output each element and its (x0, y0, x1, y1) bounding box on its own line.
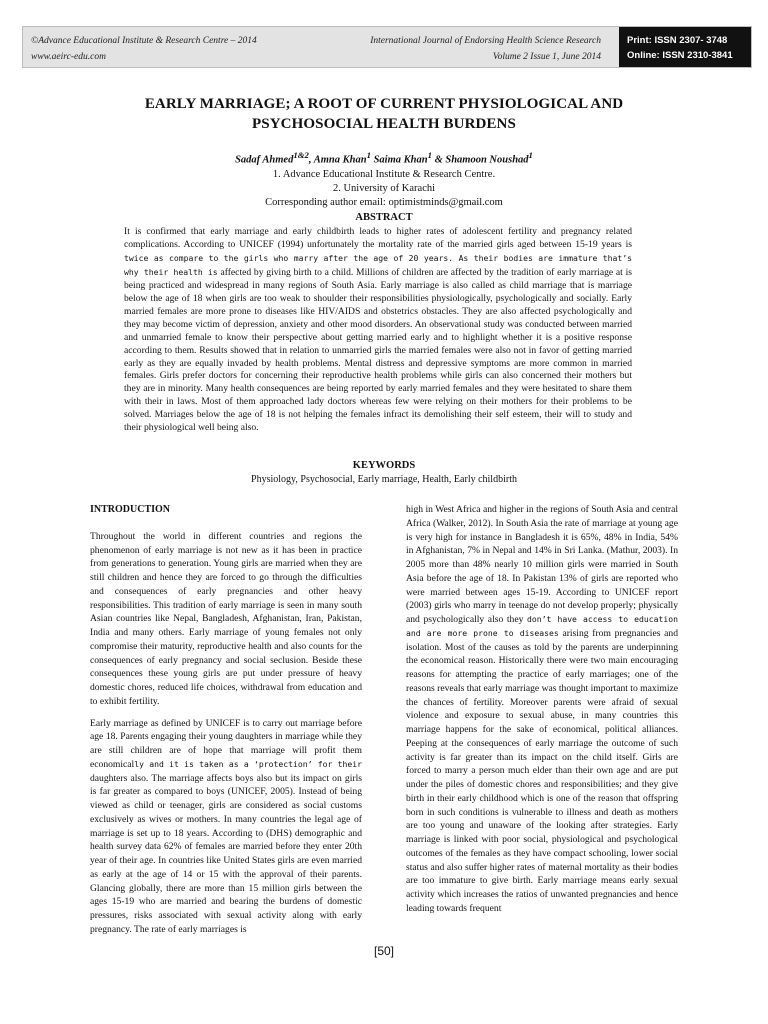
intro-right-column (406, 503, 678, 924)
author-3: Saima Khan (370, 154, 428, 166)
abstract-heading: ABSTRACT (355, 212, 413, 223)
author-3-sup: 1 (427, 150, 432, 160)
website-text: www.aeirc-edu.com (31, 52, 106, 62)
intro-paragraph-1: Throughout the world in different countries and regions the phenomenon of early marriage is not new as it has been in practice from generations to generation. Young girls are married when they are still children and hence they are forced to go through the difficulties and consequences of early pregnancies and other heavy responsibilities. This tradition of early marriage is seen in many south Asian countries like Nepal, Bangladesh, Afghanistan, Iran, Pakistan, India and many others. Early marriage of young females not only compromise their maturity, reproductive health and also counts for the consequences of early pregnancy and social seclusion. Beside these consequences these young girls are put under pressure of heavy domestic chores, reduced life choices, withdrawal from education and to exhibit fertility. (90, 530, 362, 707)
author-2-sup: 1 (366, 150, 371, 160)
corresponding-email: Corresponding author email: optimistminds@gmail.com (265, 196, 503, 208)
abstract-text-2: affected by giving birth to a child. Millions of children are affected by the tradition of early marriage at is being practiced and widespread in many regions of South Asia. Early marriage is also called as child marriage that is marriage below the age of 18 when girls are too weak to shoulder their responsibilities physiologically, psychologically and socially. Early married females are more prone to diseases like HIV/AIDS and obstetrics obstacles. They are also affected psychologically and they may become victim of depression, anxiety and other mood disorders. An observational study was conducted between married and unmarried female to know their perspective about getting married early and to highlight whether it is a positive response according to them. Results showed that in relation to unmarried girls the married females were also not in favor of getting married early as they are equally invaded by health problems. Mental distress and depressive symptoms are more common in married females. Girls prefer doctors for concerning their reproductive health problems while girls can also concerned their mothers but they are in minority. Many health consequences are being reported by early married females and they were hesitated to share them with their in laws. Most of them approached lady doctors whereas few were relying on their mothers for their problems to be solved. Marriages below the age of 18 is not helping the females infract its demolishing their self esteem, their will to study and their physiological well being also. (124, 266, 632, 434)
page-number: [50] (373, 944, 394, 958)
print-issn: Print: ISSN 2307- 3748 (627, 35, 728, 46)
intro-p2-mono: ly and it is taken as a ‘protection’ for their (134, 758, 362, 769)
intro-p2-text-a: Early marriage as defined by UNICEF is to carry out marriage before age 18. Parents engaging their young daughters in marriage while they are still children are of hope that marriage will profit them economical (90, 717, 362, 770)
title-line-2: PSYCHOSOCIAL HEALTH BURDENS (252, 116, 516, 132)
author-1: Sadaf Ahmed (235, 154, 294, 166)
author-4: & Shamoon Noushad (431, 154, 529, 166)
intro-right-mono: don’t have access to education and are more prone to diseases (406, 614, 679, 638)
header-left (31, 33, 257, 65)
keywords-heading: KEYWORDS (352, 460, 416, 471)
author-4-sup: 1 (528, 150, 533, 160)
intro-left-column (90, 503, 362, 945)
abstract-body (124, 226, 632, 435)
author-names (80, 148, 688, 168)
issn-box (619, 27, 751, 67)
volume-info: Volume 2 Issue 1, June 2014 (492, 52, 601, 62)
intro-right-paragraph (406, 503, 678, 916)
online-issn: Online: ISSN 2310-3841 (627, 50, 733, 61)
title-line-1: EARLY MARRIAGE; A ROOT OF CURRENT PHYSIOLOGICAL AND (144, 96, 624, 112)
introduction-heading: INTRODUCTION (90, 504, 171, 515)
paper-title (80, 94, 688, 134)
author-block (80, 148, 688, 210)
affiliation-2: 2. University of Karachi (332, 182, 436, 194)
intro-paragraph-2 (90, 717, 362, 937)
header-center (370, 33, 601, 65)
journal-header (22, 26, 752, 68)
intro-right-text-b: arising from pregnancies and isolation. Most of the causes as told by the parents are underpinning the economical reason. Historically there were two main encouraging reasons for attempting the practice of early marriages; one of the reasons reveals that early marriage was thought important to maximize the chances of fertility. Moreover parents were afraid of sexual violence and exposure to sexual abuse, in many countries this marriage happens for the sake of economical, political alliances. Peeping at the consequences of early marriage the outcome of such activity is far greater than its impact on the child itself. Girls are forced to marry a person much elder than their own age and are put under the piles of domestic chores and responsibilities; and they give birth in their early childhood which is one of the reason that offspring born in such conditions is vulnerable to illness and death as mothers are too young and unaware of the looking after strategies. Early marriage is linked with poor social, physiological and psychological outcomes of the females as they have compact schooling, lower social status and also suffer higher rates of maternal mortality as their bodies are too immature to give birth. Early marriage means early sexual activity which increases the ratios of unwanted pregnancies and hence leading towards frequent (406, 627, 678, 914)
author-2: , Amna Khan (308, 154, 367, 166)
affiliation-1: 1. Advance Educational Institute & Research Centre. (272, 168, 496, 180)
abstract-text-mono: twice as compare to the girls who marry after the age of 20 years. As their bodies are immature that’s why their health is (124, 252, 632, 277)
copyright-text: ©Advance Educational Institute & Research Centre – 2014 (31, 36, 257, 46)
intro-right-text-a: high in West Africa and higher in the regions of South Asia and central Africa (Walker, 2012). In South Asia the rate of marriage at young age is very high for instance in Bangladesh it is 65%, 48% in India, 54% in Afghanistan, 7% in Nepal and 14% in Sri Lanka. (Mathur, 2003). In 2005 more than 48% nearly 10 million girls were married in South Asia before the age of 18. In Pakistan 13% of girls are reported who were married between ages 15-19. According to UNICEF report (2003) girls who marry in teenage do not develop properly; physically and psychologically also they (406, 504, 678, 625)
author-1-sup: 1&2 (293, 150, 309, 160)
abstract-text-1: It is confirmed that early marriage and early childbirth leads to higher rates of adolescent fertility and pregnancy related complications. According to UNICEF (1994) unfortunately the mortality rate of the married girls aged between 15-19 years is (124, 226, 632, 250)
intro-p2-text-b: daughters also. The marriage affects boys also but its impact on girls is far greater as compared to boys (UNICEF, 2005). Instead of being viewed as child or teenager, girls are considered as social customs exclusively as wives or mothers. In many countries the legal age of marriage is set up to 18 years. According to (DHS) demographic and health survey data 62% of females are married before they enter 20th year of their age. In countries like United States girls are even married as early at the age of 14 or 15 with the approval of their parents. Glancing globally, there are more than 15 million girls between the ages 15-19 who are married and bearing the burdens of domestic pressures, risks associated with sexual activity along with early pregnancy. The rate of early marriages is (90, 772, 362, 935)
keywords-list: Physiology, Psychosocial, Early marriage, Health, Early childbirth (251, 474, 517, 485)
journal-name: International Journal of Endorsing Health Science Research (370, 36, 601, 46)
